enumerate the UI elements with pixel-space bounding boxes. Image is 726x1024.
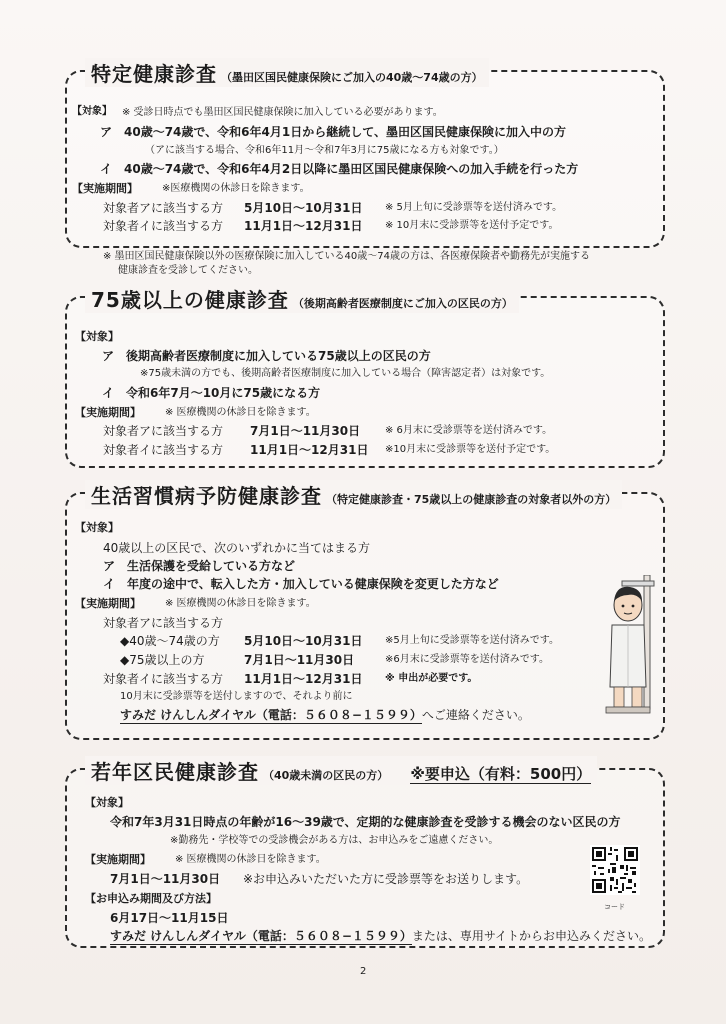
target-a-note: （アに該当する場合、令和6年11月〜令和7年3月に75歳になる方も対象です。） (145, 145, 504, 156)
dial-line (120, 709, 530, 721)
target-label: 【対象】 (85, 796, 129, 809)
target-a: ア 後期高齢者医療制度に加入している75歳以上の区民の方 (102, 349, 431, 363)
period-label: 【実施期間】 (75, 597, 141, 610)
row-i-note: ※10月末に受診票等を送付予定です。 (385, 444, 556, 455)
row-a-note: ※ 5月上旬に受診票等を送付済みです。 (385, 202, 563, 213)
application-required-badge: ※要申込（有料：500円） (410, 765, 592, 783)
apply-dial-suffix: または、専用サイトからお申込みください。 (411, 929, 652, 943)
row-40-74-note: ※5月上旬に受診票等を送付済みです。 (385, 635, 559, 646)
footnote-line1: ※ 墨田区国民健康保険以外の医療保険に加入している40歳〜74歳の方は、各医療保険者や勤務先が実施する (103, 251, 591, 262)
row-a-who: 対象者アに該当する方 (103, 424, 224, 438)
period-note: ※ 医療機関の休診日を除きます。 (165, 598, 316, 609)
period-label: 【実施期間】 (75, 406, 141, 419)
section-title-text: 75歳以上の健康診査 (91, 288, 289, 312)
target-a: ア 40歳〜74歳で、令和6年4月1日から継続して、墨田区国民健康保険に加入中の方 (100, 125, 566, 139)
section-title (85, 284, 519, 313)
target-i: イ 40歳〜74歳で、令和6年4月2日以降に墨田区国民健康保険への加入手続を行った方 (100, 162, 579, 176)
section-title-text: 特定健康診査 (91, 62, 217, 86)
target-a-note: ※75歳未満の方でも、後期高齢者医療制度に加入している場合（障害認定者）は対象です。 (140, 368, 551, 379)
row-75-who: ◆75歳以上の方 (120, 653, 205, 667)
row-40-74-who: ◆40歳〜74歳の方 (120, 634, 220, 648)
dial-suffix: へご連絡ください。 (421, 708, 530, 722)
footnote-line2: 健康診査を受診してください。 (118, 265, 258, 276)
apply-dial-phone-link[interactable]: すみだ けんしんダイヤル（電話：５６０８−１５９９） (110, 929, 412, 943)
row-40-74-date: 5月10日〜10月31日 (244, 634, 363, 648)
section-subtitle: （墨田区国民健康保険にご加入の40歳〜74歳の方） (221, 71, 483, 84)
row-a-note: ※ 6月末に受診票等を送付済みです。 (385, 425, 553, 436)
section-title-text: 若年区民健康診査 (91, 760, 259, 784)
target-intro: 40歳以上の区民で、次のいずれかに当てはまる方 (103, 541, 371, 555)
qr-caption: コード (604, 903, 625, 911)
target-i: イ 令和6年7月〜10月に75歳になる方 (102, 386, 321, 400)
row-a-who: 対象者アに該当する方 (103, 201, 224, 215)
section-subtitle: （後期高齢者医療制度にご加入の区民の方） (292, 297, 513, 310)
target-label: 【対象】 (75, 521, 119, 534)
period-label: 【実施期間】 (72, 182, 138, 195)
row-75-note: ※6月末に受診票等を送付済みです。 (385, 654, 549, 665)
period-label: 【実施期間】 (85, 853, 151, 866)
section-title-text: 生活習慣病予防健康診査 (91, 484, 322, 508)
target-label: 【対象】 (72, 106, 112, 117)
section-subtitle: （特定健康診査・75歳以上の健康診査の対象者以外の方） (326, 493, 617, 506)
period-note: ※医療機関の休診日を除きます。 (162, 183, 310, 194)
period-desc: ※お申込みいただいた方に受診票等をお送りします。 (243, 872, 529, 886)
period-note: ※ 医療機関の休診日を除きます。 (175, 854, 326, 865)
row-i-note: ※ 10月末に受診票等を送付予定です。 (385, 220, 559, 231)
row-a-date: 7月1日〜11月30日 (250, 424, 361, 438)
row-75-date: 7月1日〜11月30日 (244, 653, 355, 667)
height-measure-illustration (600, 575, 664, 715)
row-i-date: 11月1日〜12月31日 (250, 443, 369, 457)
row-i-who: 対象者イに該当する方 (103, 672, 224, 686)
qr-code[interactable] (590, 845, 640, 895)
row-i-date: 11月1日〜12月31日 (244, 219, 363, 233)
page-number: 2 (360, 966, 367, 977)
apply-label: 【お申込み期間及び方法】 (85, 892, 217, 905)
target-text: 令和7年3月31日時点の年齢が16〜39歳で、定期的な健康診査を受診する機会のない区民の方 (110, 815, 621, 829)
target-note: ※勤務先・学校等での受診機会がある方は、お申込みをご遠慮ください。 (170, 835, 499, 846)
target-a: ア 生活保護を受給している方など (103, 559, 296, 573)
row-i-note: ※ 申出が必要です。 (385, 673, 478, 684)
apply-dial-line (110, 930, 651, 942)
row-i-date: 11月1日〜12月31日 (244, 672, 363, 686)
section-title (85, 480, 622, 509)
section-title (85, 756, 597, 785)
send-note: 10月末に受診票等を送付しますので、それより前に (120, 691, 353, 702)
dial-phone-link[interactable]: すみだ けんしんダイヤル（電話：５６０８−１５９９） (120, 708, 422, 722)
target-label: 【対象】 (75, 330, 119, 343)
row-a-date: 5月10日〜10月31日 (244, 201, 363, 215)
period-date: 7月1日〜11月30日 (110, 872, 221, 886)
section-subtitle: （40歳未満の区民の方） (263, 769, 389, 782)
section-title (85, 58, 489, 87)
row-i-who: 対象者イに該当する方 (103, 443, 224, 457)
row-i-who: 対象者イに該当する方 (103, 219, 224, 233)
target-i: イ 年度の途中で、転入した方・加入している健康保険を変更した方など (103, 577, 499, 591)
target-a-heading: 対象者アに該当する方 (103, 616, 224, 630)
target-note: ※ 受診日時点でも墨田区国民健康保険に加入している必要があります。 (122, 107, 443, 118)
apply-date: 6月17日〜11月15日 (110, 911, 229, 925)
period-note: ※ 医療機関の休診日を除きます。 (165, 407, 316, 418)
